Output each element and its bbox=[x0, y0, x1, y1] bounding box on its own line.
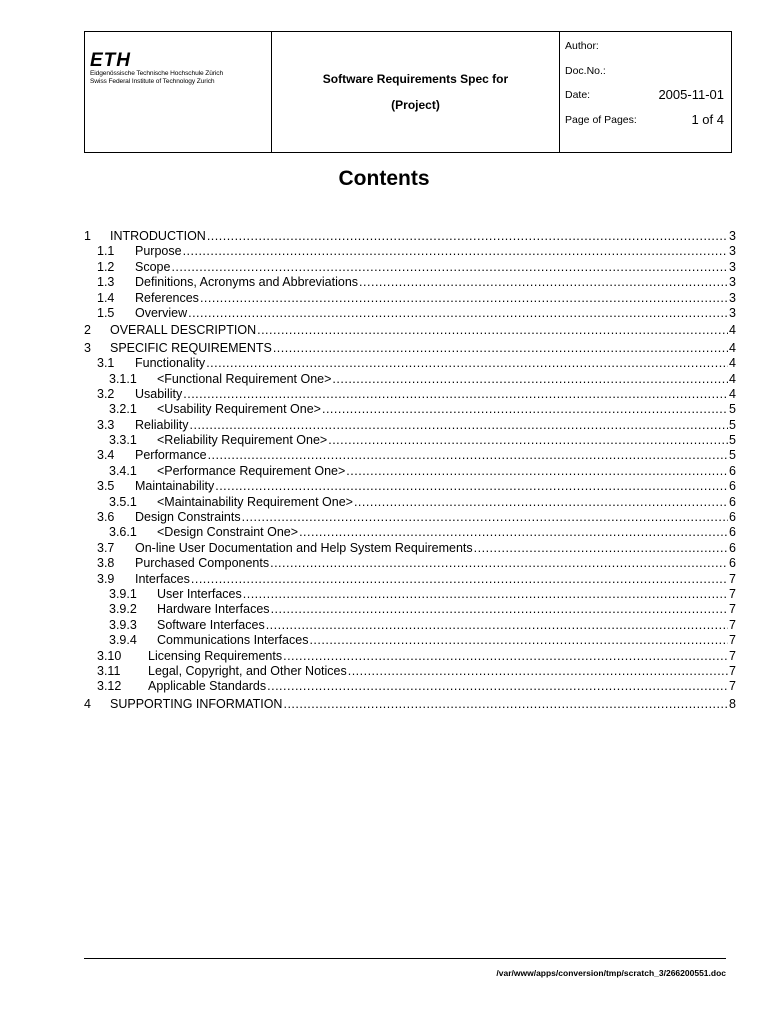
toc-entry-page: 6 bbox=[729, 479, 736, 494]
toc-entry-page: 4 bbox=[729, 340, 736, 355]
toc-entry[interactable] bbox=[84, 649, 736, 664]
toc-entry-title: Maintainability bbox=[135, 479, 215, 494]
institution-name-german: Eidgenössische Technische Hochschule Zürich bbox=[90, 70, 224, 77]
toc-entry-number: 3.3.1 bbox=[109, 433, 137, 448]
toc-dot-leader bbox=[271, 602, 728, 617]
meta-value: 2005-11-01 bbox=[658, 87, 724, 102]
toc-entry-page: 6 bbox=[729, 463, 736, 478]
contents-heading: Contents bbox=[338, 167, 430, 190]
toc-dot-leader bbox=[354, 495, 728, 510]
toc-entry-page: 5 bbox=[729, 448, 736, 463]
toc-dot-leader bbox=[309, 633, 728, 648]
toc-entry[interactable] bbox=[84, 275, 736, 290]
toc-entry-title: SPECIFIC REQUIREMENTS bbox=[110, 340, 272, 355]
toc-dot-leader bbox=[190, 418, 729, 433]
toc-entry-page: 5 bbox=[729, 402, 736, 417]
toc-entry-number: 3.11 bbox=[97, 663, 121, 678]
toc-dot-leader bbox=[208, 448, 728, 463]
meta-row bbox=[565, 108, 724, 133]
toc-entry-title: <Reliability Requirement One> bbox=[157, 433, 328, 448]
toc-entry[interactable] bbox=[84, 341, 736, 356]
toc-entry-page: 7 bbox=[729, 602, 736, 617]
toc-entry-number: 3.10 bbox=[97, 648, 122, 663]
toc-entry[interactable] bbox=[84, 572, 736, 587]
toc-entry-title: <Design Constraint One> bbox=[157, 525, 299, 540]
toc-entry-number: 3 bbox=[84, 340, 91, 355]
toc-entry-page: 3 bbox=[729, 290, 736, 305]
toc-dot-leader bbox=[191, 572, 728, 587]
eth-logo: ETH bbox=[90, 50, 131, 71]
toc-entry-page: 7 bbox=[729, 586, 736, 601]
toc-entry-number: 3.9.2 bbox=[109, 602, 137, 617]
toc-entry-title: Purpose bbox=[135, 244, 182, 259]
toc-entry[interactable] bbox=[84, 633, 736, 648]
toc-entry-number: 1.2 bbox=[97, 259, 115, 274]
toc-entry-title: Reliability bbox=[135, 417, 189, 432]
toc-entry-title: OVERALL DESCRIPTION bbox=[110, 323, 257, 338]
toc-entry-title: User Interfaces bbox=[157, 586, 242, 601]
footer-divider bbox=[84, 958, 726, 959]
toc-dot-leader bbox=[283, 697, 728, 712]
toc-entry[interactable] bbox=[84, 664, 736, 679]
document-title-line2: (Project) bbox=[391, 98, 440, 112]
toc-entry-page: 5 bbox=[729, 417, 736, 432]
toc-entry-title: Licensing Requirements bbox=[148, 648, 283, 663]
toc-entry-page: 8 bbox=[729, 696, 736, 711]
toc-entry-page: 6 bbox=[729, 556, 736, 571]
toc-entry-number: 3.9.3 bbox=[109, 617, 137, 632]
toc-entry-title: Overview bbox=[135, 305, 188, 320]
toc-entry-number: 1.1 bbox=[97, 244, 115, 259]
meta-label: Date: bbox=[565, 89, 591, 101]
toc-entry-page: 3 bbox=[729, 229, 736, 243]
toc-entry[interactable] bbox=[84, 402, 736, 417]
toc-entry[interactable] bbox=[84, 697, 736, 712]
document-header bbox=[84, 31, 732, 153]
meta-label: Doc.No.: bbox=[565, 64, 606, 77]
toc-entry-number: 1.5 bbox=[97, 305, 115, 320]
toc-dot-leader bbox=[267, 679, 728, 694]
toc-dot-leader bbox=[200, 291, 728, 306]
toc-entry-title: Purchased Components bbox=[135, 556, 270, 571]
table-of-contents bbox=[84, 227, 736, 712]
toc-entry-number: 3.5 bbox=[97, 479, 115, 494]
toc-dot-leader bbox=[207, 229, 728, 244]
toc-entry[interactable] bbox=[84, 525, 736, 540]
toc-dot-leader bbox=[328, 433, 728, 448]
toc-entry[interactable] bbox=[84, 387, 736, 402]
toc-entry[interactable] bbox=[84, 260, 736, 275]
toc-dot-leader bbox=[171, 260, 728, 275]
toc-dot-leader bbox=[270, 556, 728, 571]
toc-entry-page: 7 bbox=[729, 648, 736, 663]
toc-entry-title: Software Interfaces bbox=[157, 617, 265, 632]
toc-entry-number: 4 bbox=[84, 696, 91, 711]
toc-entry-number: 1.4 bbox=[97, 290, 115, 305]
document-meta-cell bbox=[560, 32, 731, 152]
toc-entry[interactable] bbox=[84, 306, 736, 321]
toc-dot-leader bbox=[215, 479, 728, 494]
toc-entry[interactable] bbox=[84, 323, 736, 338]
toc-entry-page: 7 bbox=[729, 617, 736, 632]
toc-entry-number: 3.5.1 bbox=[109, 494, 137, 509]
toc-dot-leader bbox=[283, 649, 728, 664]
toc-entry-title: Interfaces bbox=[135, 571, 190, 586]
toc-dot-leader bbox=[322, 402, 728, 417]
toc-entry-number: 3.8 bbox=[97, 556, 115, 571]
toc-entry[interactable] bbox=[84, 587, 736, 602]
toc-entry-page: 3 bbox=[729, 305, 736, 320]
toc-entry-page: 6 bbox=[729, 494, 736, 509]
toc-entry-number: 3.6 bbox=[97, 510, 115, 525]
toc-entry-number: 3.9.1 bbox=[109, 586, 137, 601]
toc-entry-number: 3.2.1 bbox=[109, 402, 137, 417]
toc-entry[interactable] bbox=[84, 464, 736, 479]
toc-entry[interactable] bbox=[84, 291, 736, 306]
toc-entry-number: 3.4.1 bbox=[109, 463, 137, 478]
toc-dot-leader bbox=[243, 587, 728, 602]
toc-entry[interactable] bbox=[84, 448, 736, 463]
toc-entry[interactable] bbox=[84, 679, 736, 694]
toc-entry[interactable] bbox=[84, 602, 736, 617]
toc-entry-number: 3.7 bbox=[97, 540, 115, 555]
toc-dot-leader bbox=[257, 323, 728, 338]
toc-entry[interactable] bbox=[84, 372, 736, 387]
toc-entry-number: 2 bbox=[84, 323, 91, 338]
toc-entry-page: 6 bbox=[729, 525, 736, 540]
toc-entry-title: Functionality bbox=[135, 356, 206, 371]
toc-entry-page: 4 bbox=[729, 356, 736, 371]
toc-dot-leader bbox=[299, 525, 728, 540]
toc-entry-number: 1 bbox=[84, 229, 91, 243]
toc-entry-title: Definitions, Acronyms and Abbreviations bbox=[135, 275, 359, 290]
toc-entry-page: 4 bbox=[729, 323, 736, 338]
toc-entry-title: SUPPORTING INFORMATION bbox=[110, 696, 283, 711]
toc-entry-title: Applicable Standards bbox=[148, 679, 267, 694]
toc-entry-page: 6 bbox=[729, 540, 736, 555]
toc-dot-leader bbox=[183, 244, 728, 259]
toc-entry-title: Design Constraints bbox=[135, 510, 241, 525]
toc-entry-title: <Usability Requirement One> bbox=[157, 402, 321, 417]
toc-entry[interactable] bbox=[84, 618, 736, 633]
toc-entry[interactable] bbox=[84, 356, 736, 371]
toc-entry-number: 3.1.1 bbox=[109, 371, 137, 386]
meta-label: Author: bbox=[565, 40, 599, 52]
toc-entry[interactable] bbox=[84, 495, 736, 510]
toc-dot-leader bbox=[206, 356, 728, 371]
toc-entry-number: 3.2 bbox=[97, 386, 115, 401]
institution-name-english: Swiss Federal Institute of Technology Zurich bbox=[90, 78, 215, 85]
toc-entry-title: <Maintainability Requirement One> bbox=[157, 494, 353, 509]
toc-entry-number: 3.3 bbox=[97, 417, 115, 432]
toc-entry-page: 3 bbox=[729, 275, 736, 290]
toc-dot-leader bbox=[266, 618, 728, 633]
toc-entry[interactable] bbox=[84, 418, 736, 433]
meta-label: Page of Pages: bbox=[565, 113, 637, 126]
toc-entry-page: 3 bbox=[729, 259, 736, 274]
toc-entry[interactable] bbox=[84, 433, 736, 448]
meta-value: 1 of 4 bbox=[691, 111, 724, 127]
toc-dot-leader bbox=[359, 275, 728, 290]
footer-file-path: /var/www/apps/conversion/tmp/scratch_3/266200551.doc bbox=[496, 968, 726, 978]
eth-logo-cell bbox=[85, 32, 272, 152]
toc-entry-page: 7 bbox=[729, 571, 736, 586]
toc-entry-page: 6 bbox=[729, 510, 736, 525]
document-title-cell bbox=[272, 32, 560, 152]
toc-entry-title: Scope bbox=[135, 259, 171, 274]
toc-entry-page: 5 bbox=[729, 433, 736, 448]
toc-entry[interactable] bbox=[84, 244, 736, 259]
toc-entry-title: Hardware Interfaces bbox=[157, 602, 270, 617]
toc-entry[interactable] bbox=[84, 556, 736, 571]
toc-entry-page: 7 bbox=[729, 663, 736, 678]
toc-dot-leader bbox=[346, 464, 728, 479]
toc-entry-number: 3.4 bbox=[97, 448, 115, 463]
toc-entry-title: Communications Interfaces bbox=[157, 633, 309, 648]
document-title-line1: Software Requirements Spec for bbox=[322, 72, 509, 86]
toc-dot-leader bbox=[348, 664, 728, 679]
toc-entry-title: On-line User Documentation and Help System Requirements bbox=[135, 540, 473, 555]
meta-row bbox=[565, 34, 724, 59]
toc-entry-title: Usability bbox=[135, 386, 183, 401]
toc-entry-title: References bbox=[135, 290, 199, 305]
toc-entry-title: <Functional Requirement One> bbox=[157, 371, 332, 386]
toc-entry-page: 3 bbox=[729, 244, 736, 259]
toc-entry-page: 7 bbox=[729, 679, 736, 694]
toc-entry-page: 7 bbox=[729, 633, 736, 648]
toc-entry-title: Performance bbox=[135, 448, 207, 463]
toc-entry-number: 3.6.1 bbox=[109, 525, 137, 540]
toc-dot-leader bbox=[188, 306, 728, 321]
toc-entry[interactable] bbox=[84, 229, 736, 244]
toc-entry[interactable] bbox=[84, 541, 736, 556]
toc-dot-leader bbox=[242, 510, 728, 525]
toc-dot-leader bbox=[273, 341, 728, 356]
toc-entry[interactable] bbox=[84, 479, 736, 494]
toc-entry-number: 3.9.4 bbox=[109, 633, 137, 648]
toc-entry-page: 4 bbox=[729, 386, 736, 401]
toc-entry-page: 4 bbox=[729, 371, 736, 386]
toc-dot-leader bbox=[474, 541, 728, 556]
meta-row bbox=[565, 83, 724, 108]
toc-entry-title: INTRODUCTION bbox=[110, 229, 206, 243]
toc-entry-number: 3.12 bbox=[97, 679, 122, 694]
meta-row bbox=[565, 59, 724, 84]
toc-entry-title: Legal, Copyright, and Other Notices bbox=[148, 663, 347, 678]
toc-dot-leader bbox=[332, 372, 728, 387]
toc-entry-number: 1.3 bbox=[97, 275, 115, 290]
toc-entry-title: <Performance Requirement One> bbox=[157, 463, 346, 478]
toc-entry[interactable] bbox=[84, 510, 736, 525]
toc-entry-number: 3.9 bbox=[97, 571, 115, 586]
toc-entry-number: 3.1 bbox=[97, 356, 115, 371]
toc-dot-leader bbox=[183, 387, 728, 402]
